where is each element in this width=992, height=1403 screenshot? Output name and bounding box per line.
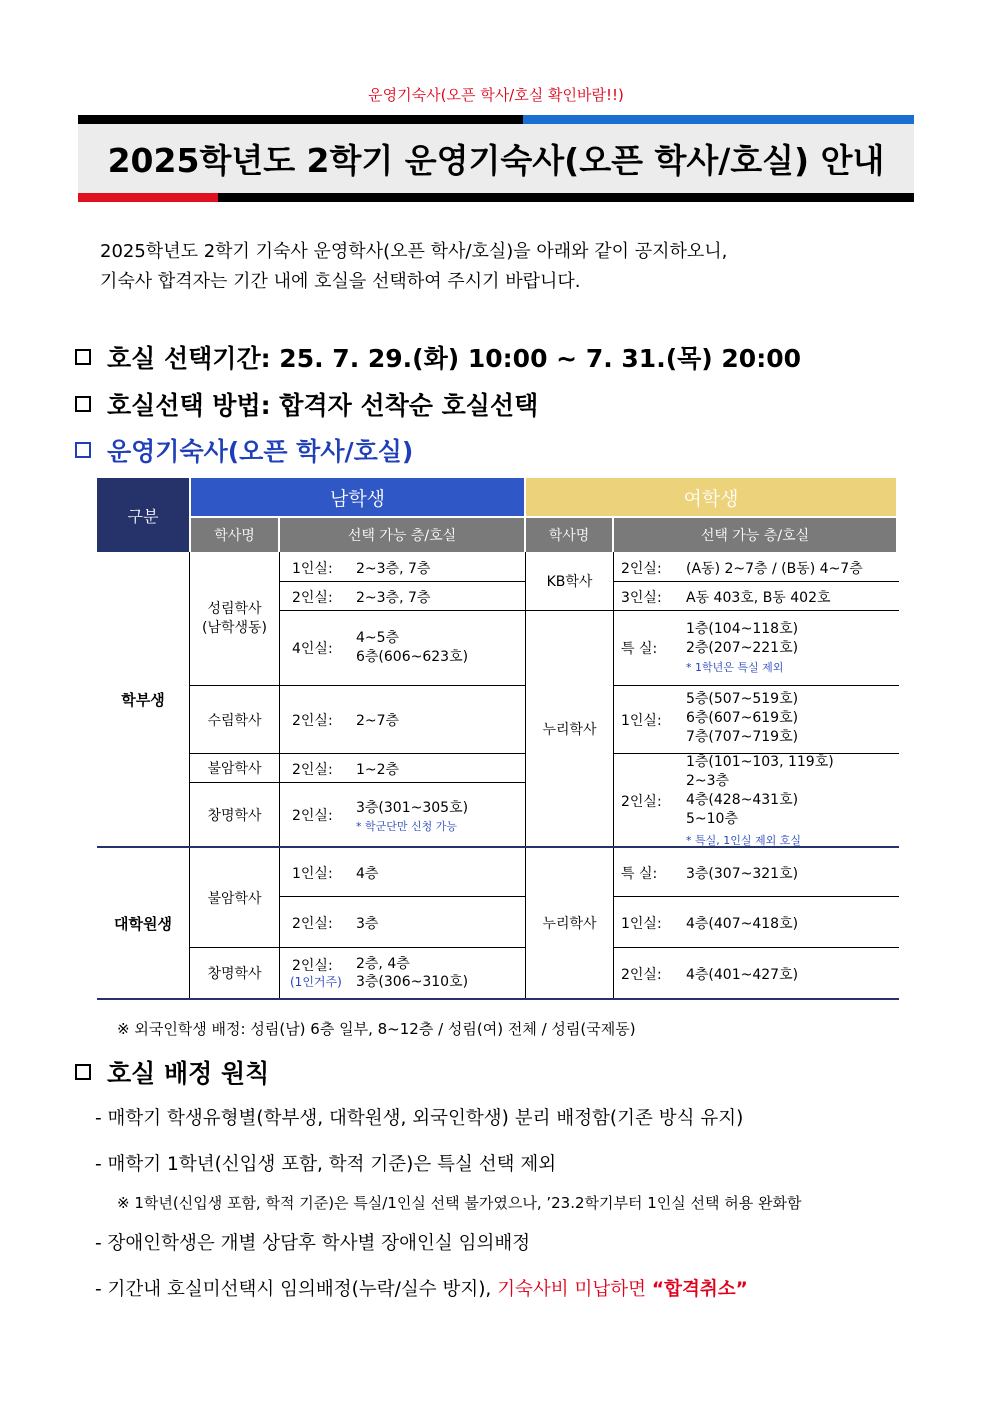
header-category: 구분: [97, 478, 189, 552]
dorm-buram: 불암학사: [207, 761, 262, 777]
section-period-text: 호실 선택기간: 25. 7. 29.(화) 10:00 ~ 7. 31.(목) 20:00: [107, 344, 801, 373]
page-title: 2025학년도 2학기 운영기숙사(오픈 학사/호실) 안내: [78, 124, 914, 193]
room-value: 4층: [356, 866, 379, 882]
header-dorm-name-male: 학사명: [191, 518, 278, 552]
section-method-text: 호실선택 방법: 합격자 선착순 호실선택: [107, 391, 539, 420]
principle-4-cancel: “합격취소”: [651, 1279, 748, 1300]
room-note: * 특실, 1인실 제외 호실: [686, 834, 801, 847]
section-principle: [75, 1054, 269, 1090]
room-type: 4인실:: [292, 641, 333, 657]
section-open-text: 운영기숙사(오픈 학사/호실): [107, 437, 414, 466]
room-type: 2인실:: [292, 958, 333, 974]
dorm-changmyeong-grad: 창명학사: [207, 966, 262, 982]
room-value: 1층(104~118호) 2층(207~221호): [686, 621, 799, 656]
room-value: (A동) 2~7층 / (B동) 4~7층: [686, 561, 863, 577]
header-dorm-name-female: 학사명: [526, 518, 612, 552]
section-principle-text: 호실 배정 원칙: [107, 1059, 270, 1088]
room-type: 2인실:: [292, 762, 333, 778]
room-type: 2인실:: [292, 808, 333, 824]
room-type: 2인실:: [292, 590, 333, 606]
room-value: 5층(507~519호) 6층(607~619호) 7층(707~719호): [686, 691, 799, 745]
principle-1: - 매학기 학생유형별(학부생, 대학원생, 외국인학생) 분리 배정함(기존 방식 유지): [95, 1108, 744, 1129]
dorm-kb: KB학사: [546, 574, 593, 590]
principle-4-text: - 기간내 호실미선택시 임의배정(누락/실수 방지),: [95, 1279, 498, 1300]
room-value: A동 403호, B동 402호: [686, 590, 831, 606]
principle-2-note: ※ 1학년(신입생 포함, 학적 기준)은 특실/1인실 선택 불가였으나, ’23.2학기부터 1인실 선택 허용 완화함: [117, 1194, 802, 1212]
room-type: 1인실:: [621, 916, 662, 932]
room-type: 1인실:: [621, 713, 662, 729]
room-value: 4층(401~427호): [686, 967, 799, 983]
room-value: 2~7층: [356, 713, 400, 729]
room-type: 2인실:: [621, 561, 662, 577]
intro-line-1: 2025학년도 2학기 기숙사 운영학사(오픈 학사/호실)을 아래와 같이 공지하오니,: [100, 241, 728, 262]
room-value: 3층(307~321호): [686, 866, 799, 882]
room-value: 2층, 4층 3층(306~310호): [356, 956, 469, 990]
room-type: 1인실:: [292, 866, 333, 882]
room-type: 특 실:: [621, 641, 658, 657]
top-note: 운영기숙사(오픈 학사/호실 확인바람!!): [368, 86, 624, 104]
dorm-nuri: 누리학사: [542, 721, 597, 738]
room-value: 3층: [356, 916, 379, 932]
dorm-changmyeong: 창명학사: [207, 807, 262, 824]
intro-line-2: 기숙사 합격자는 기간 내에 호실을 선택하여 주시기 바랍니다.: [100, 271, 581, 292]
principle-4: [95, 1275, 748, 1301]
room-value: 3층(301~305호): [356, 800, 469, 816]
room-type: 특 실:: [621, 866, 658, 882]
header-male: 남학생: [191, 478, 524, 516]
room-note: * 1학년은 특실 제외: [686, 661, 784, 674]
row-grad: 대학원생: [114, 914, 172, 933]
room-value: 4층(407~418호): [686, 916, 799, 932]
room-value: 4~5층 6층(606~623호): [356, 630, 469, 665]
room-type: 3인실:: [621, 590, 662, 606]
room-value: 1층(101~103, 119호) 2~3층 4층(428~431호) 5~10층: [686, 754, 834, 827]
row-undergrad: 학부생: [121, 690, 165, 709]
dorm-seongrim: 성림학사 (남학생동): [201, 600, 268, 636]
principle-3: - 장애인학생은 개별 상담후 학사별 장애인실 임의배정: [95, 1233, 531, 1254]
room-value: 2~3층, 7층: [356, 590, 431, 606]
room-value: 1~2층: [356, 762, 400, 778]
room-note: * 학군단만 신청 가능: [356, 820, 457, 833]
room-type: 1인실:: [292, 561, 333, 577]
room-value: 2~3층, 7층: [356, 561, 431, 577]
room-type: 2인실:: [292, 916, 333, 932]
room-type: 2인실:: [621, 967, 662, 983]
header-floor-room-male: 선택 가능 층/호실: [280, 518, 524, 552]
room-type: 2인실:: [292, 713, 333, 729]
room-note: (1인거주): [290, 975, 342, 989]
room-type: 2인실:: [621, 794, 662, 810]
dorm-buram-grad: 불암학사: [207, 890, 262, 907]
principle-2: - 매학기 1학년(신입생 포함, 학적 기준)은 특실 선택 제외: [95, 1154, 557, 1175]
dorm-nuri-grad: 누리학사: [542, 916, 597, 932]
checkbox-icon: [75, 1064, 91, 1080]
principle-4-warning: 기숙사비 미납하면: [497, 1279, 652, 1300]
header-floor-room-female: 선택 가능 층/호실: [614, 518, 896, 552]
header-female: 여학생: [526, 478, 896, 516]
dorm-surim: 수림학사: [207, 712, 262, 729]
foreign-note: ※ 외국인학생 배정: 성림(남) 6층 일부, 8~12층 / 성림(여) 전체 / 성림(국제동): [117, 1020, 636, 1038]
